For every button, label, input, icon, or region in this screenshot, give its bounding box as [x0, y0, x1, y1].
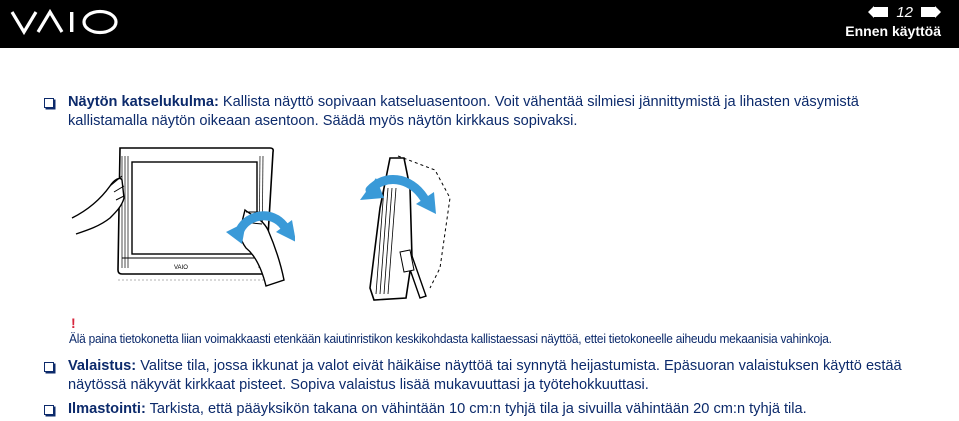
warning-note: Älä paina tietokonetta liian voimakkaasti etenkään kaiutinristikon keskikohdasta kallistaessasi näyttöä, ettei tietokoneelle aiheudu mekaanisia vahinkoja.	[69, 331, 832, 346]
item-text: Kallista näyttö sopivaan katseluasentoon. Voit vähentää silmiesi jännittymistä ja lihasten väsymistä kallistamalla näytön oikeaan asentoon. Säädä myös näytön kirkkaus sopivaksi.	[68, 94, 859, 129]
section-title: Ennen käyttöä	[845, 23, 941, 39]
checkbox-bullet-icon	[44, 405, 54, 415]
page-header	[0, 0, 959, 48]
side-view-illustration	[340, 148, 480, 308]
front-view-illustration	[70, 140, 295, 310]
warning-mark: !	[71, 315, 76, 331]
viewing-angle-paragraph	[68, 93, 938, 131]
arrow-left-icon[interactable]	[868, 6, 888, 18]
vaio-logo	[10, 6, 122, 38]
checkbox-bullet-icon	[44, 362, 54, 372]
front-logo-text: VAIO	[174, 265, 188, 271]
item-text: Tarkista, että pääyksikön takana on vähintään 10 cm:n tyhjä tila ja sivuilla vähintään 20 cm:n tyhjä tila.	[145, 401, 807, 417]
item-label: Valaistus:	[68, 358, 137, 374]
lighting-paragraph	[68, 357, 938, 395]
ventilation-paragraph	[68, 400, 938, 419]
page-number: 12	[896, 3, 913, 21]
arrow-right-icon[interactable]	[921, 6, 941, 18]
item-label: Näytön katselukulma:	[68, 94, 219, 110]
checkbox-bullet-icon	[44, 98, 54, 108]
item-label: Ilmastointi:	[68, 401, 146, 417]
page-navigation	[868, 2, 941, 22]
item-text: Valitse tila, jossa ikkunat ja valot eivät häikäise näyttöä tai synnytä heijastumista. Epäsuoran valaistuksen käyttö estää näytössä näkyvät kirkkaat pisteet. Sopiva valaistus lisää mukavuuttasi ja työtehokkuuttasi.	[68, 358, 902, 393]
